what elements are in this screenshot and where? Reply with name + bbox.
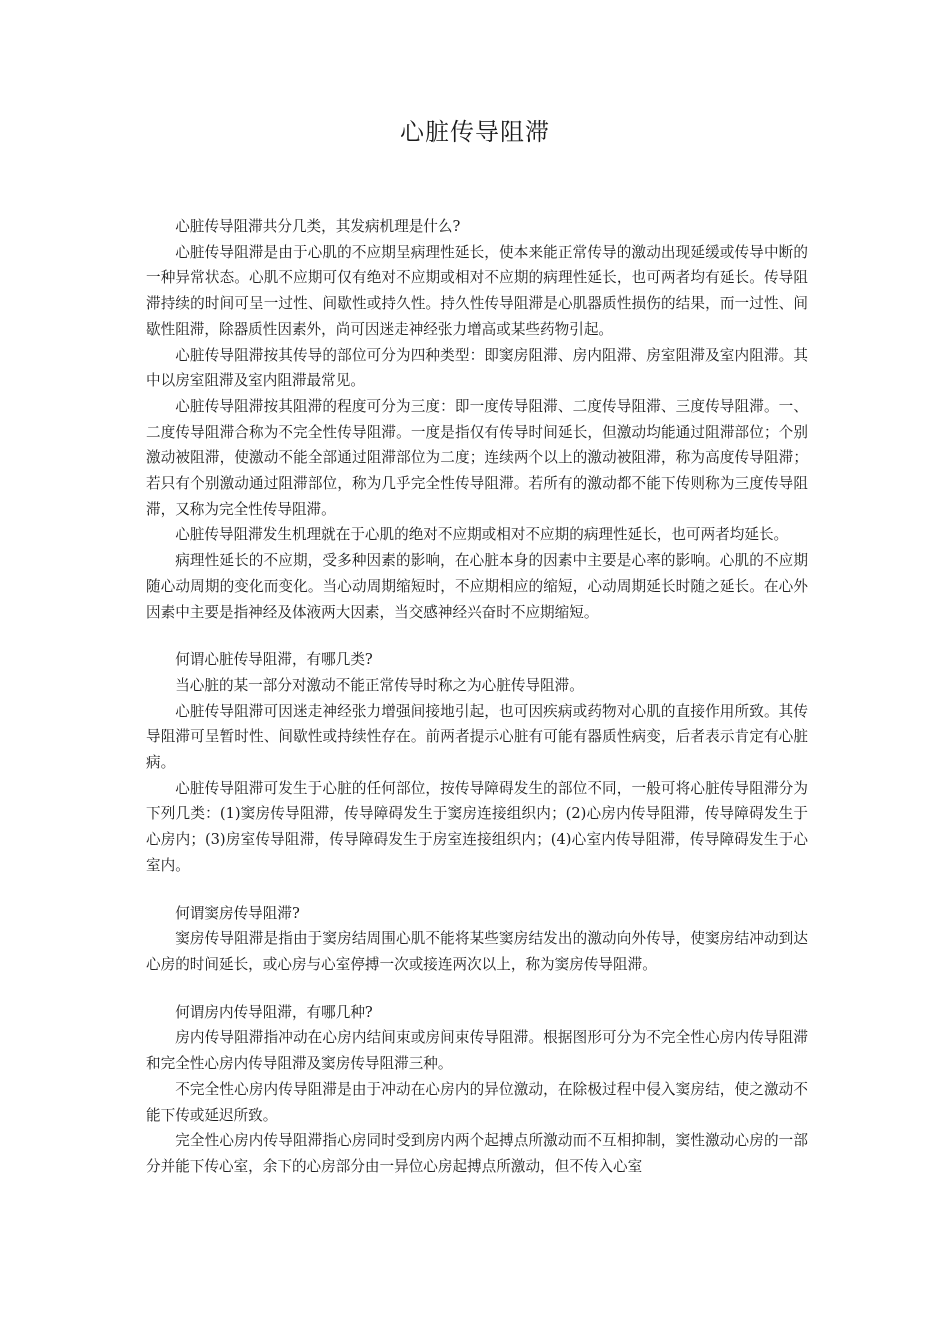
paragraph: 病理性延长的不应期，受多种因素的影响，在心脏本身的因素中主要是心率的影响。心肌的不应期随心动周期的变化而变化。当心动周期缩短时，不应期相应的缩短，心动周期延长时随之延长。在心外因素中主要是指神经及体液两大因素，当交感神经兴奋时不应期缩短。 bbox=[146, 552, 808, 621]
section-sinoatrial-block bbox=[146, 901, 808, 978]
section-heading: 何谓窦房传导阻滞? bbox=[175, 904, 300, 922]
paragraph: 心脏传导阻滞按其传导的部位可分为四种类型：即窦房阻滞、房内阻滞、房室阻滞及室内阻滞。其中以房室阻滞及室内阻滞最常见。 bbox=[146, 346, 808, 390]
paragraph: 心脏传导阻滞是由于心肌的不应期呈病理性延长，使本来能正常传导的激动出现延缓或传导中断的一种异常状态。心肌不应期可仅有绝对不应期或相对不应期的病理性延长，也可两者均有延长。传导阻滞持续的时间可呈一过性、间歇性或持久性。持久性传导阻滞是心肌器质性损伤的结果，而一过性、间歇性阻滞，除器质性因素外，尚可因迷走神经张力增高或某些药物引起。 bbox=[146, 243, 808, 338]
paragraph: 心脏传导阻滞可发生于心脏的任何部位，按传导障碍发生的部位不同，一般可将心脏传导阻滞分为下列几类：(1)窦房传导阻滞，传导障碍发生于窦房连接组织内；(2)心房内传导阻滞，传导障碍发生于心房内；(3)房室传导阻滞，传导障碍发生于房室连接组织内；(4)心室内传导阻滞，传导障碍发生于心室内。 bbox=[146, 779, 808, 874]
paragraph: 不完全性心房内传导阻滞是由于冲动在心房内的异位激动，在除极过程中侵入窦房结，使之激动不能下传或延迟所致。 bbox=[146, 1080, 808, 1124]
section-heading: 何谓心脏传导阻滞，有哪几类? bbox=[175, 651, 373, 669]
document-body bbox=[146, 214, 808, 1180]
paragraph: 心脏传导阻滞发生机理就在于心肌的绝对不应期或相对不应期的病理性延长，也可两者均延长。 bbox=[175, 526, 789, 544]
section-heading: 心脏传导阻滞共分几类，其发病机理是什么? bbox=[175, 218, 461, 235]
paragraph: 房内传导阻滞指冲动在心房内结间束或房间束传导阻滞。根据图形可分为不完全性心房内传导阻滞和完全性心房内传导阻滞及窦房传导阻滞三种。 bbox=[146, 1029, 808, 1073]
paragraph: 当心脏的某一部分对激动不能正常传导时称之为心脏传导阻滞。 bbox=[175, 676, 584, 694]
section-intra-atrial-block bbox=[146, 1000, 808, 1180]
paragraph: 完全性心房内传导阻滞指心房同时受到房内两个起搏点所激动而不互相抑制，窦性激动心房的一部分并能下传心室，余下的心房部分由一异位心房起搏点所激动，但不传入心室 bbox=[146, 1132, 808, 1175]
document-title: 心脏传导阻滞 bbox=[400, 118, 550, 146]
section-classification bbox=[146, 214, 808, 625]
section-heading: 何谓房内传导阻滞，有哪几种? bbox=[175, 1003, 373, 1021]
paragraph: 窦房传导阻滞是指由于窦房结周围心肌不能将某些窦房结发出的激动向外传导，使窦房结冲动到达心房的时间延长，或心房与心室停搏一次或接连两次以上，称为窦房传导阻滞。 bbox=[146, 930, 808, 973]
paragraph: 心脏传导阻滞按其阻滞的程度可分为三度：即一度传导阻滞、二度传导阻滞、三度传导阻滞。一、二度传导阻滞合称为不完全性传导阻滞。一度是指仅有传导时间延长，但激动均能通过阻滞部位；个别激动被阻滞，使激动不能全部通过阻滞部位为二度；连续两个以上的激动被阻滞，称为高度传导阻滞；若只有个别激动通过阻滞部位，称为几乎完全性传导阻滞。若所有的激动都不能下传则称为三度传导阻滞，又称为完全性传导阻滞。 bbox=[146, 397, 808, 518]
paragraph: 心脏传导阻滞可因迷走神经张力增强间接地引起，也可因疾病或药物对心肌的直接作用所致。其传导阻滞可呈暂时性、间歇性或持续性存在。前两者提示心脏有可能有器质性病变，后者表示肯定有心脏病。 bbox=[146, 702, 808, 772]
section-definition bbox=[146, 647, 808, 878]
